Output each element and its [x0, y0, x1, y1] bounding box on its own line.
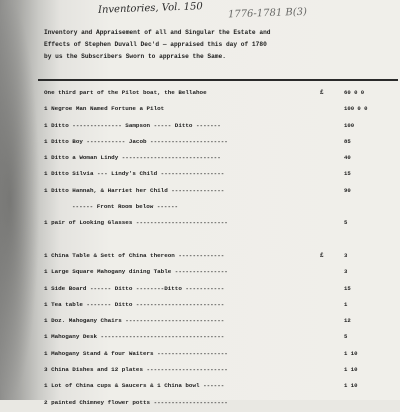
- document-header: [44, 27, 394, 63]
- inventory-item: [44, 265, 398, 281]
- section-heading: [44, 200, 398, 216]
- inventory-item: [44, 363, 398, 379]
- inventory-item: [44, 396, 398, 412]
- item-description: 1 Ditto Boy ----------- Jacob ----------------------: [44, 137, 228, 145]
- handwritten-volume-title: Inventories, Vol. 150: [97, 1, 203, 16]
- item-description: 1 Ditto Silvia --- Lindy's Child ------------------: [44, 170, 225, 178]
- inventory-item: [44, 298, 398, 314]
- inventory-item: [44, 216, 398, 232]
- currency-mark: £: [320, 251, 324, 259]
- item-amount: 12: [344, 317, 351, 325]
- item-amount: 90: [344, 186, 351, 194]
- item-description: 1 Mahogany Stand & four Waiters --------------------: [44, 349, 228, 357]
- item-amount: 1: [344, 300, 348, 308]
- inventory-item: [44, 282, 398, 298]
- inventory-item: [44, 314, 398, 330]
- item-amount: 60 0 0: [344, 89, 365, 96]
- inventory-item: [44, 119, 398, 135]
- inventory-item: [44, 151, 398, 167]
- item-description: 1 Ditto -------------- Sampson ----- Ditto -------: [44, 121, 221, 129]
- page-shadow: [0, 0, 40, 400]
- item-amount: 5: [344, 219, 348, 227]
- item-amount: 40: [344, 154, 351, 162]
- item-description: 1 Lot of China cups & Saucers & 1 China bowl ------: [44, 382, 225, 390]
- item-amount: 100: [344, 121, 355, 129]
- item-description: 1 Side Board ------ Ditto --------Ditto -----------: [44, 284, 225, 292]
- currency-mark: £: [320, 89, 324, 96]
- inventory-item: [44, 184, 398, 200]
- item-description: ------ Front Room below ------: [72, 203, 179, 211]
- item-description: 1 Ditto a Woman Lindy ----------------------------: [44, 154, 221, 162]
- inventory-item: [44, 135, 398, 151]
- item-amount: 15: [344, 170, 351, 178]
- item-amount: 1 10: [344, 349, 358, 357]
- item-description: 1 China Table & Sett of China thereon -------------: [44, 251, 225, 259]
- inventory-item: [44, 330, 398, 346]
- inventory-item: [44, 167, 398, 183]
- item-amount: 1 10: [344, 366, 358, 374]
- item-description: 1 Mahogany Desk -----------------------------------: [44, 333, 225, 341]
- handwritten-reference: 1776-1781 B(3): [227, 6, 308, 21]
- item-description: 1 Large Square Mahogany dining Table ---------------: [44, 268, 228, 276]
- header-line-1: Inventory and Appraisement of all and Singular the Estate and: [44, 29, 271, 36]
- item-amount: 15: [344, 284, 351, 292]
- item-amount: 3: [344, 268, 348, 276]
- inventory-item: [44, 249, 398, 265]
- item-description: 1 pair of Looking Glasses --------------------------: [44, 219, 228, 227]
- item-amount: 85: [344, 137, 351, 145]
- inventory-item: [44, 347, 398, 363]
- inventory-item: [44, 86, 398, 102]
- item-amount: 100 0 0: [344, 105, 368, 113]
- inventory-item: [44, 102, 398, 118]
- inventory-list: [44, 86, 398, 412]
- item-amount: 5: [344, 333, 348, 341]
- item-description: 3 China Dishes and 12 plates -----------------------: [44, 366, 228, 374]
- item-description: 1 Tea table ------- Ditto -------------------------: [44, 300, 225, 308]
- inventory-item: [44, 233, 398, 249]
- item-description: One third part of the Pilot boat, the Bellahoe: [44, 89, 207, 96]
- inventory-item: [44, 379, 398, 395]
- header-line-3: by us the Subscribers Sworn to appraise the Same.: [44, 53, 226, 60]
- item-amount: 1 10: [344, 382, 358, 390]
- item-description: 1 Doz. Mahogany Chairs ----------------------------: [44, 317, 225, 325]
- item-description: 2 painted Chimney flower potts ---------------------: [44, 398, 228, 406]
- item-description: 1 Ditto Hannah, & Harriet her Child ---------------: [44, 186, 225, 194]
- header-line-2: Effects of Stephen Duvall Dec'd — appraised this day of 1780: [44, 41, 267, 48]
- item-amount: 3: [344, 251, 348, 259]
- header-rule: [38, 79, 398, 81]
- item-description: 1 Negroe Man Named Fortune a Pilot: [44, 105, 165, 113]
